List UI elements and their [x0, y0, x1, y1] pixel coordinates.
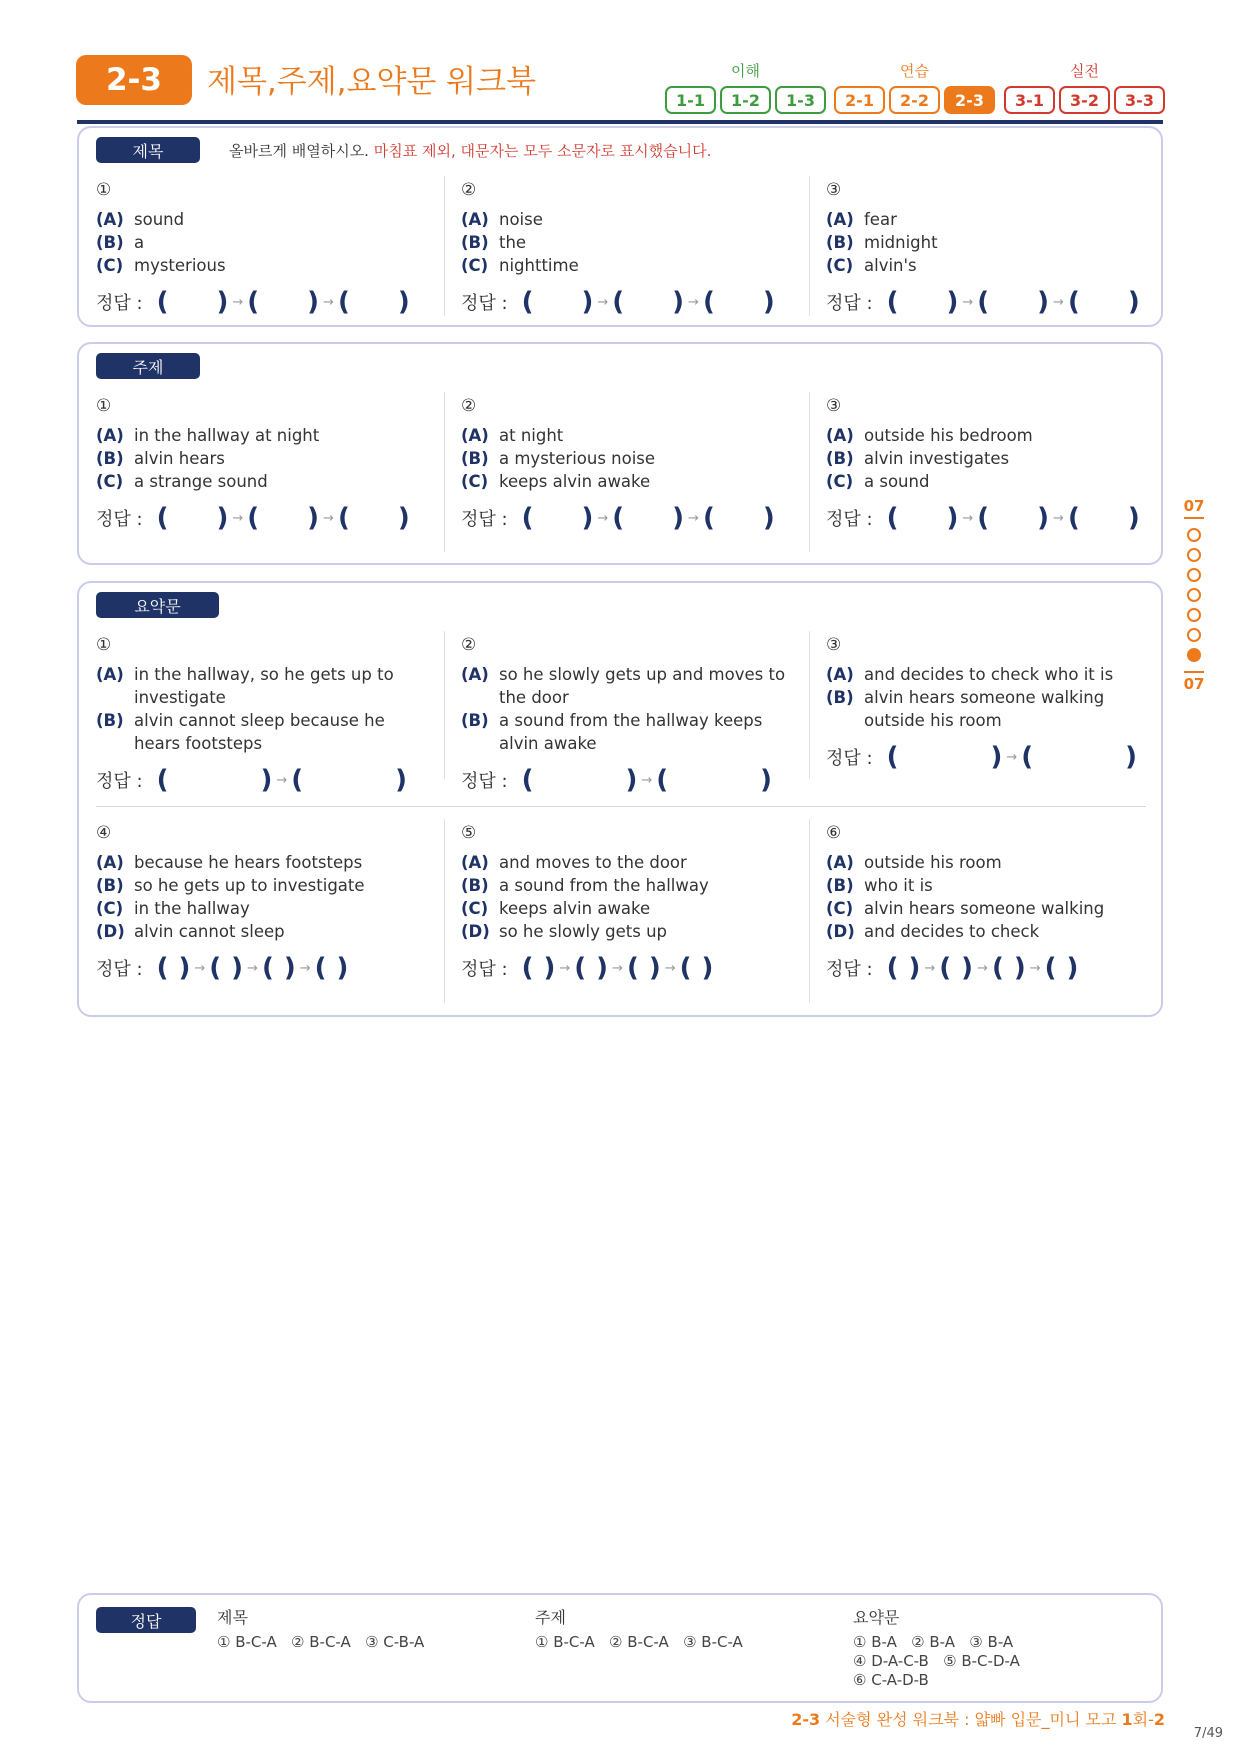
item: (A) because he hears footsteps	[96, 853, 363, 872]
item: (A) and decides to check who it is	[826, 665, 1114, 684]
topic-section	[77, 342, 1163, 565]
item: (A) so he slowly gets up and moves to the door	[461, 665, 786, 707]
answer-row[interactable]: 정답 : ( ) → ( ) → ( )	[96, 287, 410, 317]
level-group-practice	[834, 60, 995, 114]
answer-key	[77, 1593, 1163, 1703]
unit-badge: 2-3	[76, 55, 192, 105]
page-title: 제목,주제,요약문 워크북	[207, 64, 537, 100]
item: (A) sound	[96, 210, 185, 229]
item: (B) alvin hears someone walking outside his room	[826, 688, 1105, 730]
answer-row[interactable]: 정답 : ( ) → ( ) → ( )	[461, 503, 775, 533]
section-tag: 요약문	[96, 592, 219, 618]
level-box-3-2[interactable]: 3-2	[1059, 86, 1110, 114]
answer-row[interactable]: 정답 : ( ) → ( )	[461, 765, 773, 795]
indicator-number-bottom: 07	[1183, 675, 1205, 693]
item: (C) alvin hears someone walking	[826, 899, 1105, 918]
question-block	[96, 396, 426, 533]
indicator-number-top: 07	[1183, 497, 1205, 515]
instruction-note: 마침표 제외, 대문자는 모두 소문자로 표시했습니다.	[373, 142, 712, 160]
item: (B) a mysterious noise	[461, 449, 656, 468]
question-block	[461, 635, 791, 795]
item: (B) so he gets up to investigate	[96, 876, 365, 895]
item: (C) keeps alvin awake	[461, 472, 651, 491]
level-box-3-3[interactable]: 3-3	[1114, 86, 1165, 114]
indicator-dot	[1187, 588, 1201, 602]
question-number: ①	[96, 396, 112, 416]
answer-key-title: 제목 ① B-C-A ② B-C-A ③ C-B-A	[217, 1608, 425, 1651]
question-block	[826, 180, 1156, 317]
instruction	[229, 140, 711, 161]
item: (B) alvin investigates	[826, 449, 1010, 468]
item: (C) keeps alvin awake	[461, 899, 651, 918]
item: (B) the	[461, 233, 527, 252]
item: (C) mysterious	[96, 256, 226, 275]
question-number: ④	[96, 823, 112, 843]
page-number: 7/49	[1193, 1726, 1223, 1741]
item: (B) a sound from the hallway	[461, 876, 709, 895]
question-block	[826, 396, 1156, 533]
item: (C) in the hallway	[96, 899, 250, 918]
item: (B) a sound from the hallway keeps alvin awake	[461, 711, 763, 753]
item: (A) outside his room	[826, 853, 1002, 872]
question-number: ⑥	[826, 823, 842, 843]
indicator-dot	[1187, 628, 1201, 642]
summary-section	[77, 581, 1163, 1017]
item: (A) outside his bedroom	[826, 426, 1033, 445]
item: (B) a	[96, 233, 145, 252]
indicator-dot	[1187, 608, 1201, 622]
level-label: 연습	[900, 62, 929, 80]
item: (C) nighttime	[461, 256, 579, 275]
answer-row[interactable]: 정답 : ( ) → ( ) → ( )	[826, 287, 1140, 317]
answer-row[interactable]: 정답 : ( ) → ( ) → ( )	[96, 503, 410, 533]
question-number: ⑤	[461, 823, 477, 843]
item: (D) and decides to check	[826, 922, 1040, 941]
item: (A) in the hallway, so he gets up to investigate	[96, 665, 394, 707]
indicator-dot-current	[1187, 648, 1201, 662]
item: (D) so he slowly gets up	[461, 922, 668, 941]
title-section	[77, 126, 1163, 327]
level-label: 실전	[1070, 62, 1099, 80]
level-box-2-2[interactable]: 2-2	[889, 86, 940, 114]
item: (B) alvin cannot sleep because he hears footsteps	[96, 711, 385, 753]
footer: 2-3 서술형 완성 워크북 : 얇빠 입문_미니 모고 1회-2	[791, 1710, 1165, 1729]
question-block	[96, 823, 426, 983]
answer-row[interactable]: 정답 : ( ) → ( )	[826, 742, 1138, 772]
question-block	[96, 180, 426, 317]
answer-row[interactable]: 정답 : ( ) → ( ) → ( )	[826, 503, 1140, 533]
question-number: ①	[96, 635, 112, 655]
question-block	[461, 180, 791, 317]
item: (A) fear	[826, 210, 897, 229]
level-box-2-1[interactable]: 2-1	[834, 86, 885, 114]
question-number: ③	[826, 180, 842, 200]
item: (A) at night	[461, 426, 564, 445]
question-number: ①	[96, 180, 112, 200]
level-label: 이해	[731, 62, 760, 80]
answer-key-topic: 주제 ① B-C-A ② B-C-A ③ B-C-A	[535, 1608, 743, 1651]
indicator-dot	[1187, 568, 1201, 582]
question-block	[96, 635, 426, 795]
question-number: ③	[826, 396, 842, 416]
question-block	[826, 823, 1156, 983]
level-group-real	[1004, 60, 1165, 114]
level-box-1-1[interactable]: 1-1	[665, 86, 716, 114]
level-box-2-3[interactable]: 2-3	[944, 86, 995, 114]
indicator-dot	[1187, 548, 1201, 562]
answer-row[interactable]: 정답 : ( ) → ( ) → ( ) → ( )	[461, 953, 714, 983]
level-box-1-2[interactable]: 1-2	[720, 86, 771, 114]
question-block	[461, 823, 791, 983]
item: (A) and moves to the door	[461, 853, 687, 872]
question-number: ③	[826, 635, 842, 655]
answer-row[interactable]: 정답 : ( ) → ( ) → ( )	[461, 287, 775, 317]
item: (A) in the hallway at night	[96, 426, 320, 445]
question-block	[461, 396, 791, 533]
indicator-dot	[1187, 528, 1201, 542]
item: (B) alvin hears	[96, 449, 225, 468]
item: (A) noise	[461, 210, 543, 229]
answer-row[interactable]: 정답 : ( ) → ( )	[96, 765, 408, 795]
page-indicator	[1181, 497, 1207, 693]
question-number: ②	[461, 180, 477, 200]
item: (C) alvin's	[826, 256, 917, 275]
section-tag: 정답	[96, 1607, 196, 1633]
item: (B) who it is	[826, 876, 933, 895]
instruction-text: 올바르게 배열하시오.	[229, 142, 369, 160]
question-number: ②	[461, 396, 477, 416]
item: (B) midnight	[826, 233, 938, 252]
item: (C) a strange sound	[96, 472, 268, 491]
item: (C) a sound	[826, 472, 930, 491]
header-divider	[77, 120, 1163, 124]
level-box-1-3[interactable]: 1-3	[775, 86, 826, 114]
answer-row[interactable]: 정답 : ( ) → ( ) → ( ) → ( )	[826, 953, 1079, 983]
level-group-understand	[665, 60, 826, 114]
item: (D) alvin cannot sleep	[96, 922, 285, 941]
answer-row[interactable]: 정답 : ( ) → ( ) → ( ) → ( )	[96, 953, 349, 983]
question-block	[826, 635, 1156, 772]
question-number: ②	[461, 635, 477, 655]
level-box-3-1[interactable]: 3-1	[1004, 86, 1055, 114]
section-tag: 주제	[96, 353, 200, 379]
section-tag: 제목	[96, 137, 200, 163]
answer-key-summary: 요약문 ① B-A ② B-A ③ B-A ④ D-A-C-B ⑤ B-C-D-A ⑥ C-A-D-B	[853, 1608, 1020, 1689]
